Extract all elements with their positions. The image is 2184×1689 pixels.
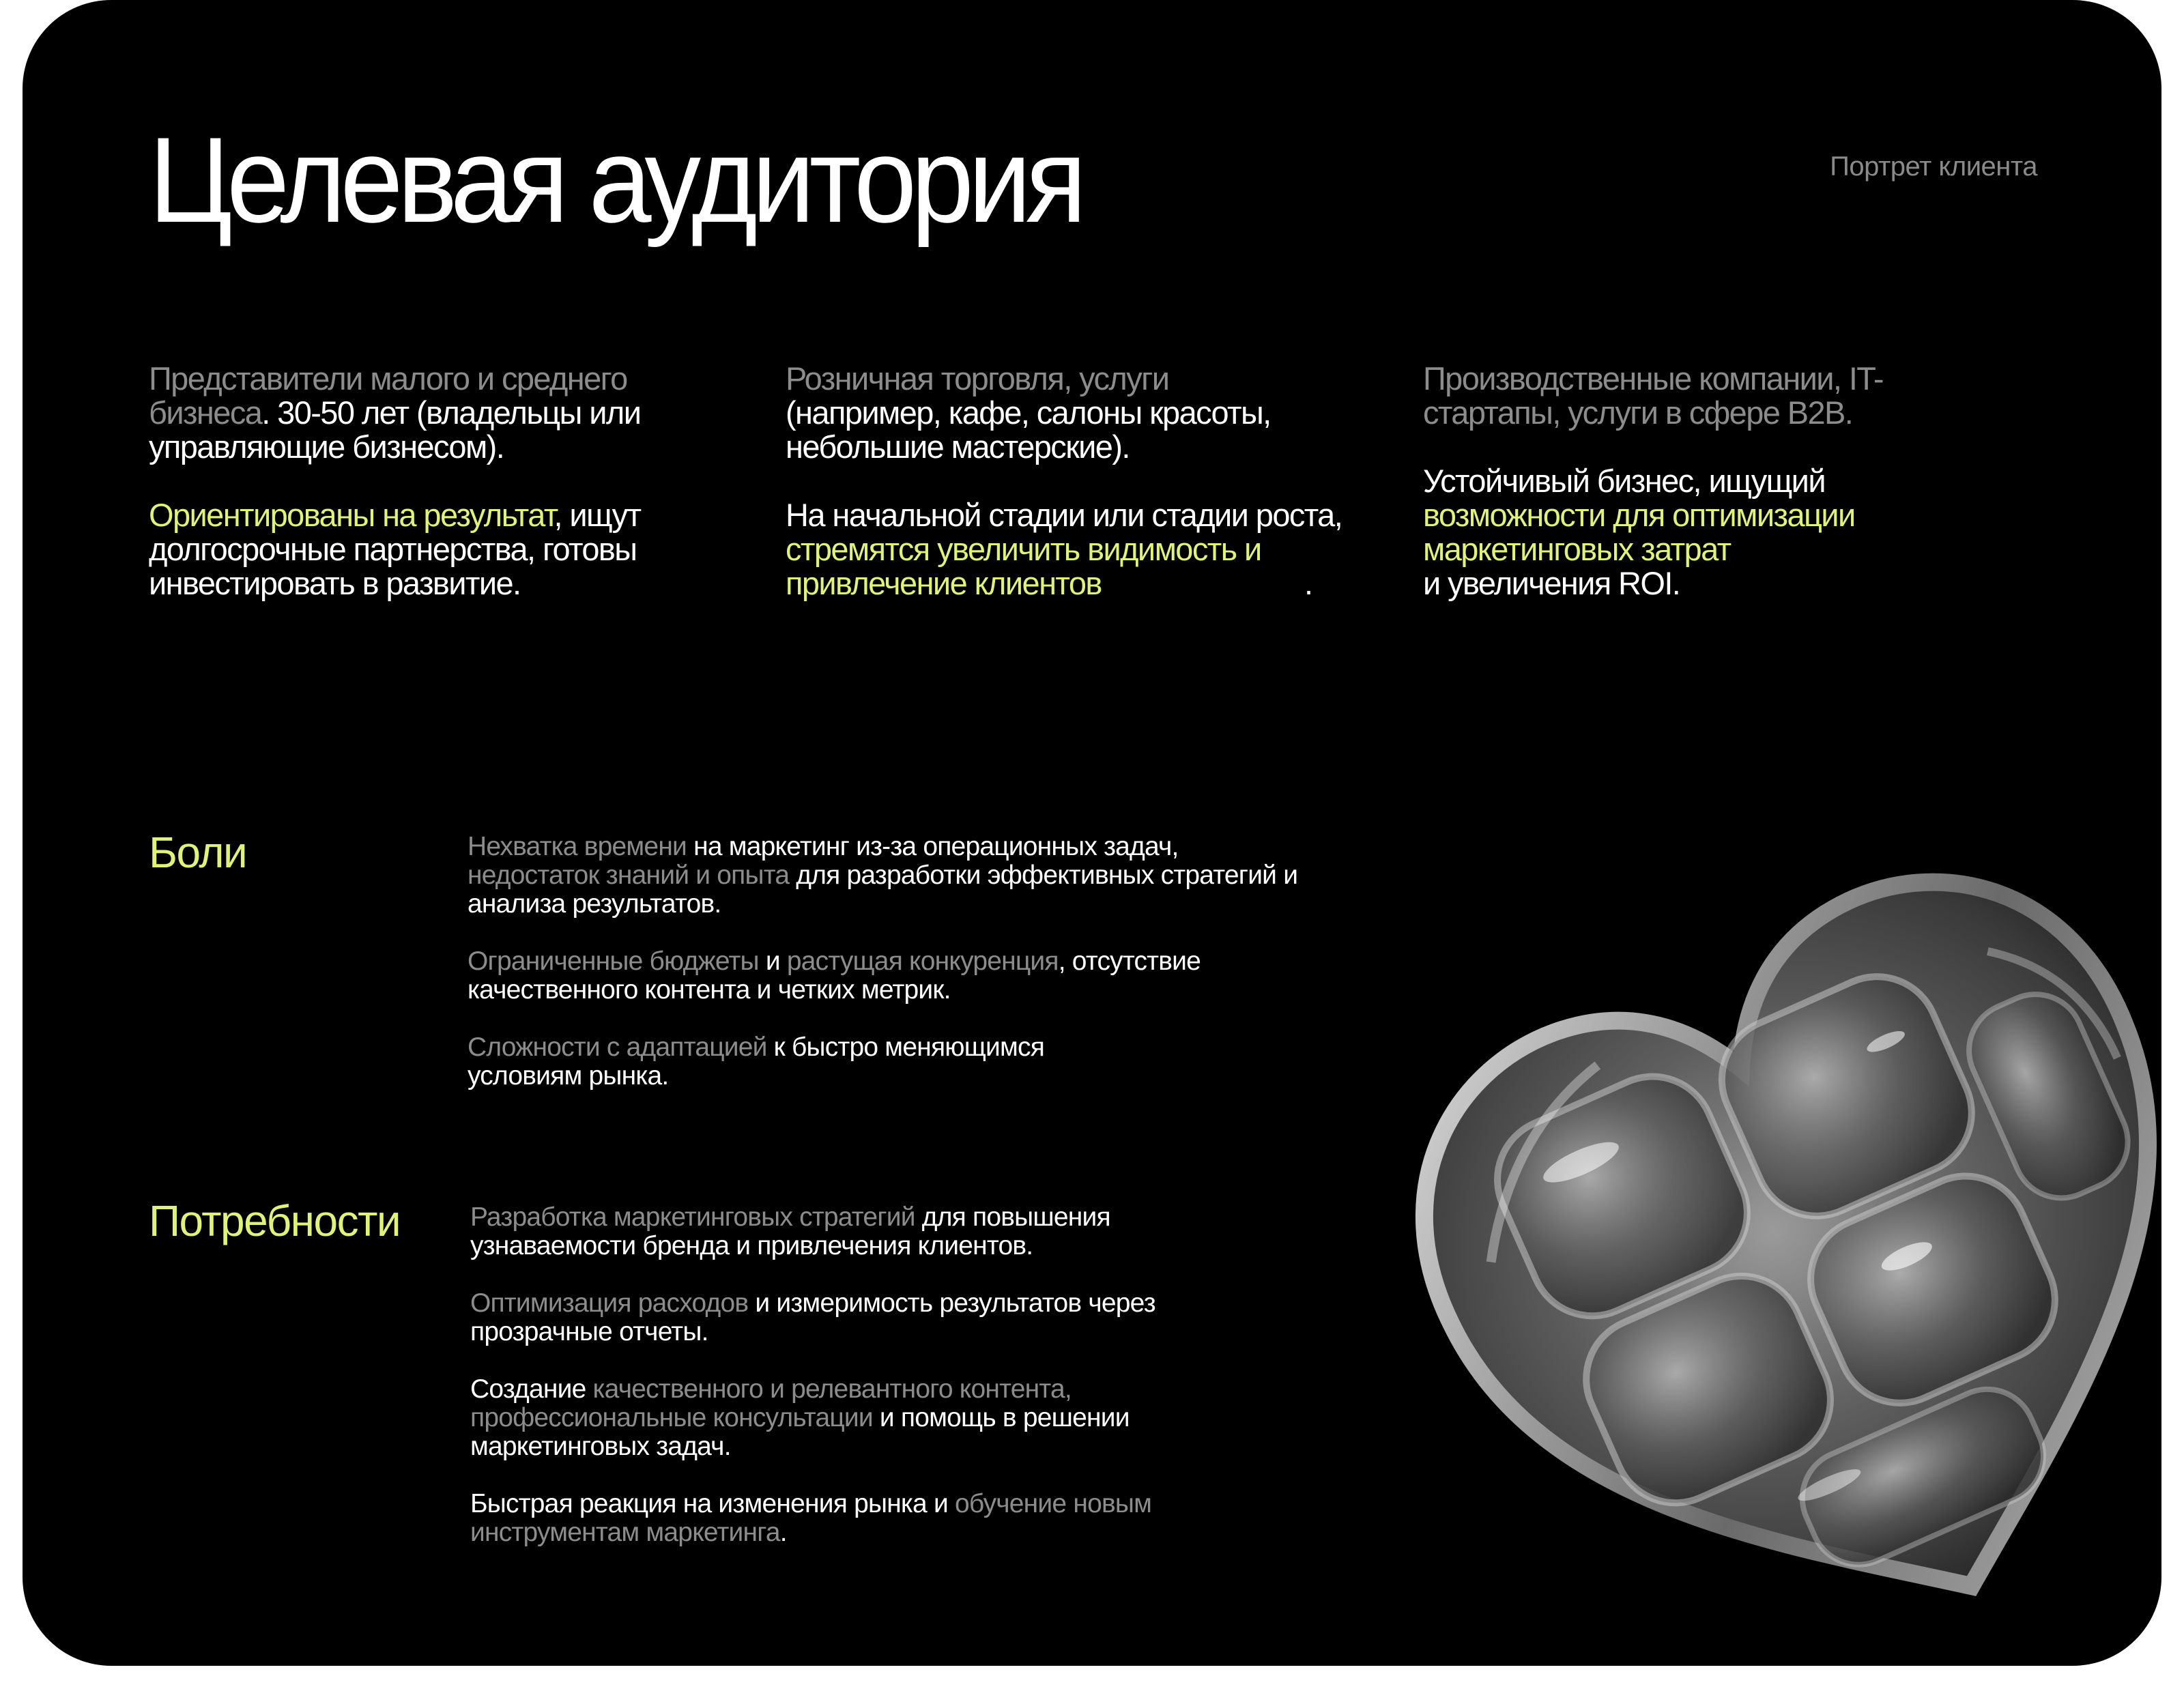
body-text: . — [1304, 565, 1312, 601]
body-text: (например, кафе, салоны красоты, небольшие мастерские). — [786, 394, 1271, 465]
segment-3-traits — [1423, 464, 1942, 601]
accent-text: Ориентированы на результат — [149, 497, 554, 533]
segment-1-description — [149, 362, 749, 464]
muted-text: обучение новым инструментам маркетинга — [470, 1489, 1152, 1547]
muted-text: Представители малого и среднего бизнеса — [149, 360, 627, 431]
body-text: Создание — [470, 1374, 593, 1404]
slide-card — [23, 0, 2161, 1666]
body-text: Быстрая реакция на изменения рынка и — [470, 1489, 955, 1518]
pains-list — [468, 833, 1321, 1119]
body-text: и измеримость результатов через прозрачные отчеты. — [470, 1288, 1155, 1346]
section-subtitle: Портрет клиента — [1830, 151, 2037, 182]
muted-text: Производственные компании, IT-стартапы, услуги в сфере B2B. — [1423, 360, 1883, 431]
segment-column-1 — [149, 362, 749, 635]
body-text: , ищут долгосрочные партнерства, готовы инвестировать в развитие. — [149, 497, 641, 601]
muted-text: растущая конкуренция — [786, 947, 1059, 976]
segment-column-3 — [1423, 362, 1942, 635]
segment-column-2 — [786, 362, 1386, 635]
segment-2-description — [786, 362, 1386, 464]
segment-3-description — [1423, 362, 1942, 430]
page-title: Целевая аудитория — [149, 112, 1081, 248]
body-text: . — [779, 1518, 787, 1547]
body-text: . 30-50 лет (владельцы или управляющие бизнесом). — [149, 394, 641, 465]
body-text: Устойчивый бизнес, ищущий — [1423, 463, 1825, 499]
muted-text: Ограниченные бюджеты — [468, 947, 759, 976]
glass-heart-illustration — [1381, 812, 2161, 1666]
muted-text: Разработка маркетинговых стратегий — [470, 1202, 915, 1232]
body-text: к быстро меняющимся условиям рынка. — [468, 1033, 1045, 1091]
segment-2-traits — [786, 498, 1386, 601]
body-text: для разработки эффективных стратегий и анализа результатов. — [468, 861, 1298, 919]
body-text: и — [758, 947, 787, 976]
body-text: и помощь в решении маркетинговых задач. — [470, 1403, 1130, 1461]
pain-item — [468, 1033, 1136, 1091]
body-text: , отсутствие качественного контента и четких метрик. — [468, 947, 1201, 1005]
need-item — [470, 1490, 1153, 1547]
body-text: для повышения узнаваемости бренда и привлечения клиентов. — [470, 1202, 1110, 1260]
muted-text: Розничная торговля, услуги — [786, 360, 1169, 396]
segment-1-traits — [149, 498, 749, 601]
need-item — [470, 1375, 1221, 1461]
muted-text: Оптимизация расходов — [470, 1288, 749, 1318]
muted-text: Сложности с адаптацией — [468, 1033, 767, 1062]
muted-text: Нехватка времени — [468, 832, 687, 861]
muted-text: недостаток знаний и опыта — [468, 861, 790, 890]
pains-heading: Боли — [149, 828, 247, 877]
needs-heading: Потребности — [149, 1196, 401, 1245]
pain-item — [468, 833, 1321, 919]
accent-text: стремятся увеличить видимость и привлечение клиентов — [786, 531, 1261, 601]
muted-text: качественного и релевантного контента, профессиональные консультации — [470, 1374, 1072, 1432]
need-item — [470, 1203, 1221, 1260]
needs-list — [470, 1203, 1323, 1576]
pain-item — [468, 947, 1321, 1005]
need-item — [470, 1289, 1166, 1346]
body-text: на маркетинг из-за операционных задач, — [687, 832, 1179, 861]
body-text: На начальной стадии или стадии роста, — [786, 497, 1342, 533]
body-text: и увеличения ROI. — [1423, 565, 1680, 601]
accent-text: возможности для оптимизации маркетинговых затрат — [1423, 497, 1855, 567]
